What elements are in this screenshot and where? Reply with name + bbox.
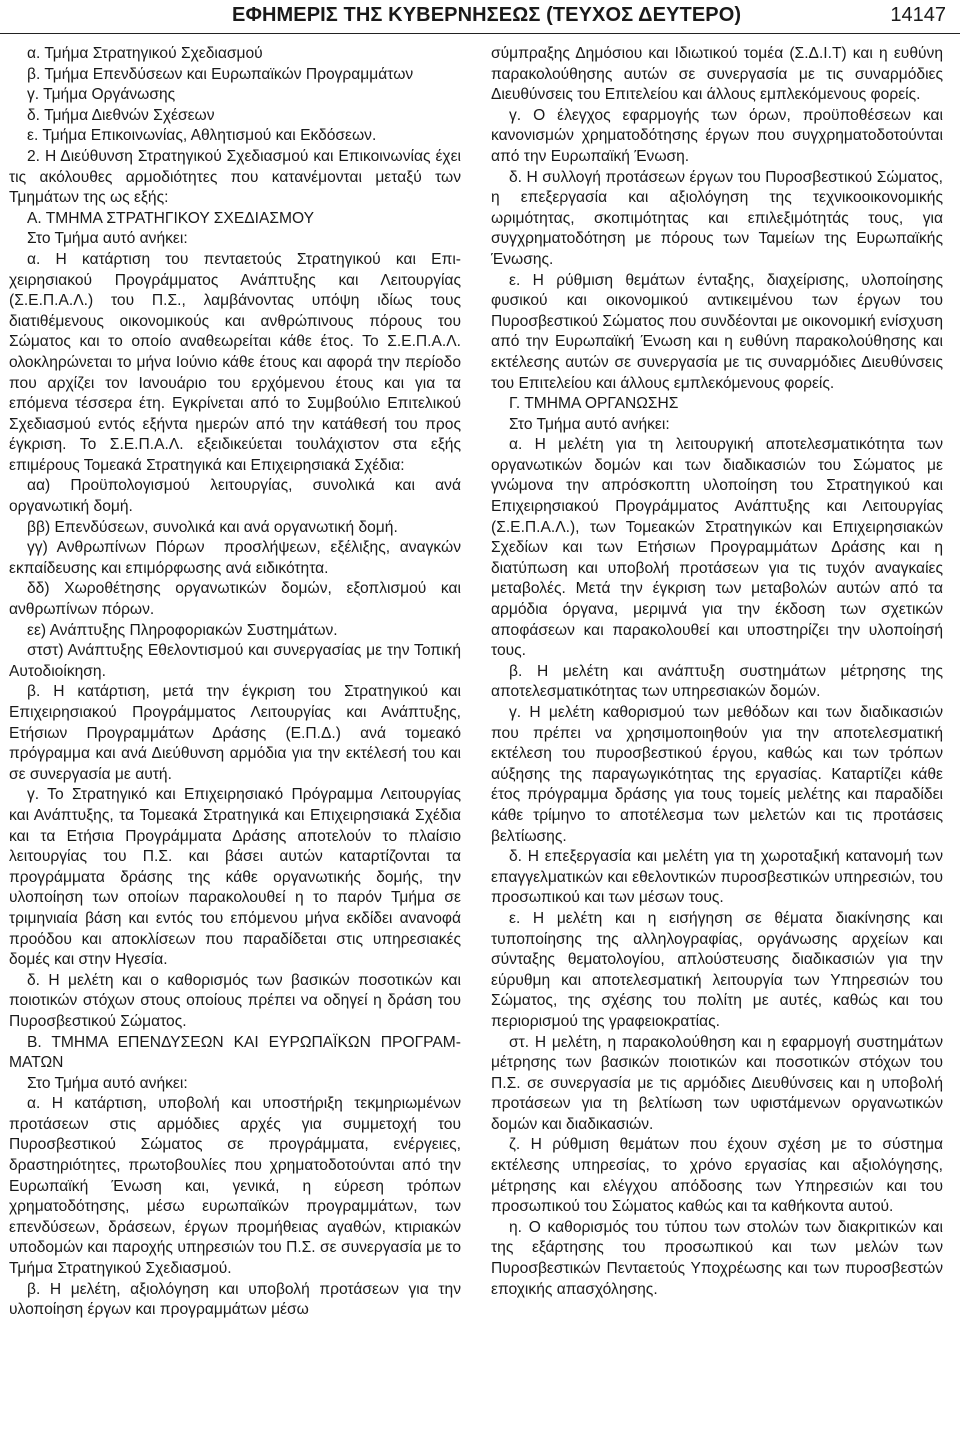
paragraph: η. Ο καθορισμός του τύπου των στολών των διακριτικών και της εξάρτησης του προσωπικού και των μελών των Πυροσβεστικών Πενταετούς Υποχρέωσης και των πυροσβεστών εποχικής απασχόλησης. bbox=[491, 1218, 943, 1298]
paragraph: γ. Ο έλεγχος εφαρμογής των όρων, προϋποθέσεων και κανονισμών χρηματοδότησης έργων που συγχρηματοδοτούνται από την Ευρωπαϊκή Ένωση. bbox=[491, 106, 943, 165]
paragraph: γ. Το Στρατηγικό και Επιχειρησιακό Πρόγραμμα Λειτουργίας και Ανάπτυξης, τα Τομεακά Στρατηγικά και Επιχειρησιακά Σχέδια και τα Ετήσια Προγράμματα Δράσης αποτελούν το πλαίσιο λειτουργίας του Π.Σ. και βάσει αυτών καταρτίζονται τα προγράμματα δράσης της κάθε οργανωτικής δομής, την υλοποίηση των οποίων παρακολουθεί η το παρόν Τμήμα σε τριμηνιαία βάση και εντός του επόμενου μήνα εκδίδει ανανοφά προόδου και αποκλίσεων που παραδίδεται στις υπηρεσιακές δομές και στην Ηγεσία. bbox=[9, 786, 461, 969]
paragraph: εε) Ανάπτυξης Πληροφοριακών Συστημάτων. bbox=[27, 621, 338, 639]
page-header bbox=[0, 0, 960, 30]
paragraph: δ. Η μελέτη και ο καθορισμός των βασικών ποσοτικών και ποιοτικών στόχων στους οποίους πρέπει να οδηγεί η δράση του Πυροσβεστικού Σώματος. bbox=[9, 971, 461, 1030]
section-heading: Α. ΤΜΗΜΑ ΣΤΡΑΤΗΓΙΚΟΥ ΣΧΕΔΙΑΣΜΟΥ bbox=[27, 209, 315, 227]
paragraph: ββ) Επενδύσεων, συνολικά και ανά οργανωτική δομή. bbox=[27, 518, 398, 536]
right-column bbox=[491, 44, 943, 1300]
paragraph: γ. Η μελέτη καθορισμού των μεθόδων και των διαδικασιών που πρέπει να χρησιμοποιηθούν για την αποτελεσματική εκτέλεση του πυροσβεστικού έργου, καθώς και των τρόπων αύξησης της παραγωγικότητας της εργασίας. Καταρτίζει κάθε έτος πρόγραμμα δράσης για τους τομείς μελέτης και παραδίδει κάθε τρίμηνο το αποτέλεσμα των μελετών και τις προτάσεις βελτίωσης. bbox=[491, 704, 943, 845]
paragraph: Στο Τμήμα αυτό ανήκει: bbox=[27, 230, 188, 248]
gazette-title: ΕΦΗΜΕΡΙΣ ΤΗΣ ΚΥΒΕΡΝΗΣΕΩΣ (ΤΕΥΧΟΣ ΔΕΥΤΕΡΟ) bbox=[232, 4, 742, 26]
left-column bbox=[9, 44, 461, 1321]
header-divider bbox=[0, 33, 960, 34]
section-heading: Β. ΤΜΗΜΑ ΕΠΕΝΔΥΣΕΩΝ ΚΑΙ ΕΥΡΩΠΑΪΚΩΝ ΠΡΟΓΡΑΜΜΑΤΩΝ bbox=[9, 1033, 461, 1072]
paragraph: 2. Η Διεύθυνση Στρατηγικού Σχεδιασμού και Επικοινωνίας έχει τις ακόλουθες αρμοδιότητες που κατανέμονται μεταξύ των Τμημάτων της ως εξής: bbox=[9, 147, 461, 207]
list-item: β. Τμήμα Επενδύσεων και Ευρωπαϊκών Προγραμμάτων bbox=[27, 65, 414, 83]
paragraph: στ. Η μελέτη, η παρακολούθηση και η εφαρμογή συστημάτων μέτρησης των βασικών ποιοτικών και ποσοτικών στόχων του Π.Σ. σε συνεργασία με τις αρμόδιες Διευθύνσεις και η υποβολή προτάσεων για τη βελτίωση των υφιστάμενων οργανωτικών δομών και διαδικασιών. bbox=[491, 1033, 943, 1133]
list-item: ε. Τμήμα Επικοινωνίας, Αθλητισμού και Εκδόσεων. bbox=[27, 127, 377, 145]
paragraph: α. Η μελέτη για τη λειτουργική αποτελεσματικότητα των οργανωτικών δομών και των διαδικασιών του Σώματος με γνώμονα την απρόσκοπτη υλοποίηση του Στρατηγικού και Επιχειρησιακού Προγράμματος Ανάπτυξης και Λειτουργίας (Σ.Ε.Π.Α.Λ.), των Τομεακών Στρατηγικών και Επιχειρησιακών Σχεδίων και των Ετήσιων Προγραμμάτων Δράσης και η διατύπωση και υποβολή προτάσεων για τις τυχόν αναγκαίες μεταβολές. Μετά την έγκριση των μεταβολών αυτών από τα αρμόδια όργανα, μεριμνά για την έκδοση των σχετικών αποφάσεων και παρακολουθεί και υποστηρίζει την υλοποίησή τους. bbox=[491, 436, 943, 660]
paragraph: β. Η μελέτη και ανάπτυξη συστημάτων μέτρησης της αποτελεσματικότητας των υπηρεσιακών δομών. bbox=[491, 662, 943, 701]
paragraph: γγ) Ανθρωπίνων Πόρων προσλήψεων, εξέλιξης, αναγκών εκπαίδευσης και επιμόρφωσης ανά ειδικότητα. bbox=[9, 539, 461, 577]
paragraph: ε. Η ρύθμιση θεμάτων ένταξης, διαχείρισης, υλοποίησης φυσικού και οικονομικού αντικειμένου των έργων του Πυροσβεστικού Σώματος που συνδέονται με οικονομική ενίσχυση από την Ευρωπαϊκή Ένωση και η ευθύνη παρακολούθησης και εκτέλεσης αυτών σε συνεργασία με τις συναρμόδιες Διευθύνσεις του Επιτελείου και άλλους εμπλεκόμενους φορείς. bbox=[491, 271, 943, 392]
list-item: γ. Τμήμα Οργάνωσης bbox=[27, 86, 176, 104]
paragraph: β. Η μελέτη, αξιολόγηση και υποβολή προτάσεων για την υλοποίηση έργων και προγραμμάτων μέσω bbox=[9, 1280, 461, 1319]
paragraph: δ. Η επεξεργασία και μελέτη για τη χωροταξική κατανομή των επαγγελματικών και εθελοντικών πυροσβεστικών υπηρεσιών, του προσωπικού και των μέσων τους. bbox=[491, 848, 943, 907]
paragraph: α. Η κατάρτιση, υποβολή και υποστήριξη τεκμηριωμένων προτάσεων στις αρμόδιες αρχές για συμμετοχή του Πυροσβεστικού Σώματος σε προγράμματα, ενέργειες, δραστηριότητες, πρωτοβουλίες που χρηματοδοτούνται από την Ευρωπαϊκή Ένωση και, γενικά, η εύρεση τρόπων χρηματοδότησης, μέσω ευρωπαϊκών προγραμμάτων, των επενδύσεων, δράσεων, έργων προμήθειας αγαθών, κτιριακών υποδομών και παροχής υπηρεσιών του Π.Σ. σε συνεργασία με το Τμήμα Στρατηγικού Σχεδιασμού. bbox=[9, 1095, 461, 1278]
paragraph: β. Η κατάρτιση, μετά την έγκριση του Στρατηγικού και Επιχειρησιακού Προγράμματος Λειτουργίας και Ανάπτυξης, Ετήσιων Προγραμμάτων Δράσης (Ε.Π.Δ.) ανά τομεακό πρόγραμμα και ανά Διεύθυνση αρμόδια για την εκτέλεσή του και σε συνεργασία με αυτή. bbox=[9, 683, 461, 783]
list-item: α. Τμήμα Στρατηγικού Σχεδιασμού bbox=[27, 45, 263, 62]
paragraph: ε. Η μελέτη και η εισήγηση σε θέματα διακίνησης και τυποποίησης της αλληλογραφίας, οργάνωσης αρχείων και σύνταξης θεματολογίου, απλούστευσης διαδικασιών για την εύρυθμη και αποτελεσματική λειτουργία των Υπηρεσιών του Σώματος, της σχέσης του πολίτη με αυτές, καθώς και του περιορισμού της γραφειοκρατίας. bbox=[491, 909, 943, 1030]
paragraph: Στο Τμήμα αυτό ανήκει: bbox=[509, 415, 670, 433]
paragraph: Στο Τμήμα αυτό ανήκει: bbox=[27, 1074, 188, 1092]
paragraph: ζ. Η ρύθμιση θεμάτων που έχουν σχέση με το σύστημα εκτέλεσης υπηρεσίας, το χρόνο εργασίας και αξιολόγησης, μέτρησης και ελέγχου απόδοσης των Υπηρεσιών και του προσωπικού του Σώματος καθώς και τα καθήκοντα αυτού. bbox=[491, 1136, 943, 1216]
paragraph: δ. Η συλλογή προτάσεων έργων του Πυροσβεστικού Σώματος, η επεξεργασία και αξιολόγηση της τεχνικοοικονομικής ωριμότητας, σκοπιμότητας και επιλεξιμότητάς τους, για συγχρηματοδότηση με πόρους των Ταμείων της Ευρωπαϊκής Ένωσης. bbox=[491, 168, 943, 268]
paragraph: σύμπραξης Δημόσιου και Ιδιωτικού τομέα (Σ.Δ.Ι.Τ) και η ευθύνη παρακολούθησης αυτών σε συνεργασία με τις συναρμόδιες Διευθύνσεις του Επιτελείου και άλλους εμπλεκόμενους φορείς. bbox=[491, 45, 943, 104]
paragraph: αα) Προϋπολογισμού λειτουργίας, συνολικά και ανά οργανωτική δομή. bbox=[9, 477, 461, 516]
section-heading: Γ. ΤΜΗΜΑ ΟΡΓΑΝΩΣΗΣ bbox=[509, 395, 679, 413]
list-item: δ. Τμήμα Διεθνών Σχέσεων bbox=[27, 106, 215, 124]
paragraph: α. Η κατάρτιση του πενταετούς Στρατηγικού και Επιχειρησιακού Προγράμματος Ανάπτυξης και Λειτουργίας (Σ.Ε.Π.Α.Λ.) του Π.Σ., λαμβάνοντας υπόψη ιδίως τους διατιθέμενους οικονομικούς και ανθρώπινους πόρους του Σώματος και το οποίο αναθεωρείται κάθε έτος. Το Σ.Ε.Π.Α.Λ. ολοκληρώνεται το μήνα Ιούνιο κάθε έτους και αφορά την περίοδο που αρχίζει τον Ιανουάριο του ερχόμενου έτους και για τα επόμενα τέσσερα έτη. Εγκρίνεται από το Συμβούλιο Επιτελικού Σχεδιασμού εντός εξήντα ημερών από την κατάθεσή του προς έγκριση. Το Σ.Ε.Π.Α.Λ. εξειδικεύεται τουλάχιστον στα εξής επιμέρους Τομεακά Στρατηγικά και Επιχειρησιακά Σχέδια: bbox=[9, 250, 461, 474]
paragraph: δδ) Χωροθέτησης οργανωτικών δομών, εξοπλισμού και ανθρωπίνων πόρων. bbox=[9, 580, 461, 619]
page-number: 14147 bbox=[890, 4, 946, 26]
paragraph: στστ) Ανάπτυξης Εθελοντισμού και συνεργασίας με την Τοπική Αυτοδιοίκηση. bbox=[9, 642, 461, 680]
